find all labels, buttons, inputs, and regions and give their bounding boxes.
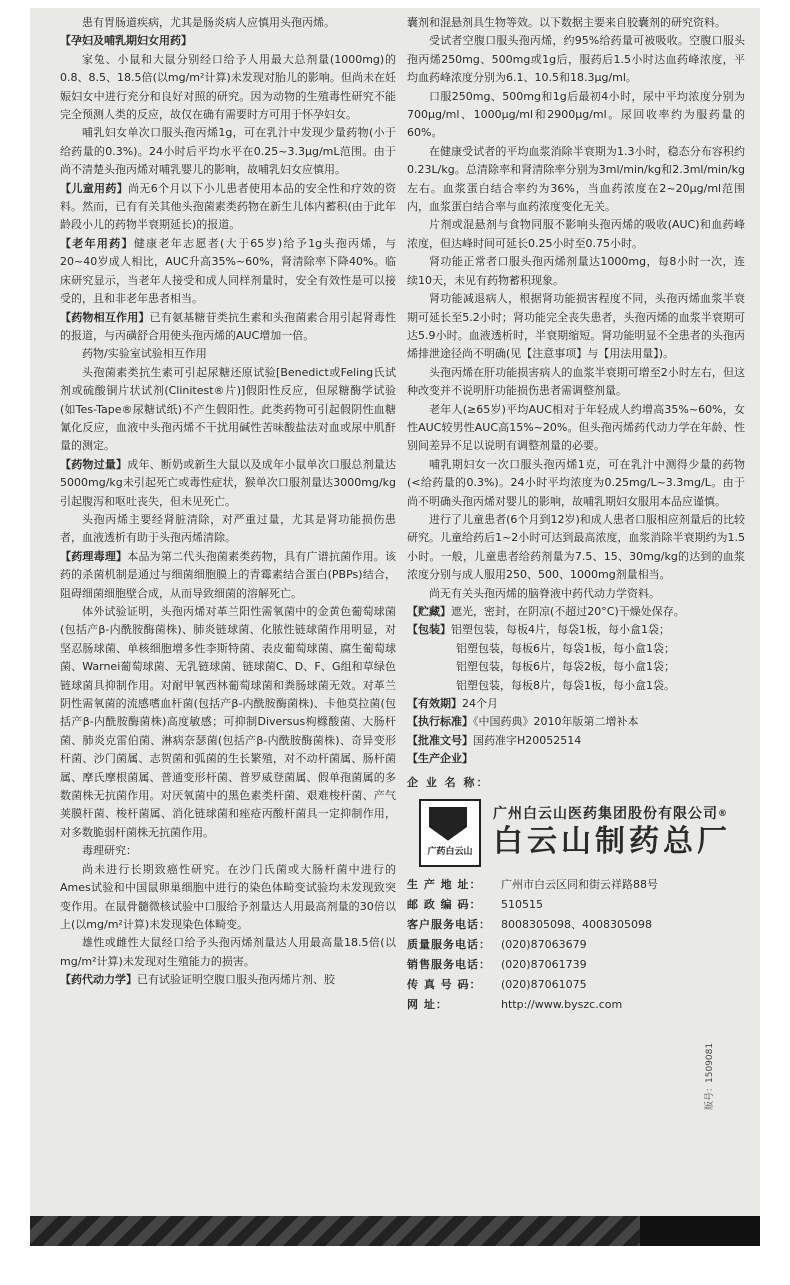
paragraph-text: 头孢菌素类抗生素可引起尿糖还原试验[Benedict或Feling氏试剂或硫酸铜片状试剂(Clinitest®片)]假阳性反应，但尿糖酶学试验(如Tes-Tape®尿糖试纸)不产生假阳性。此类药物可引起假阴性血糖氰化反应，血液中头孢丙烯不干扰用碱性苦味酸盐法对血或尿中肌酐量的测定。 xyxy=(60,365,396,453)
section-tag: 【贮藏】 xyxy=(407,605,451,618)
left-paragraph xyxy=(60,124,396,179)
left-paragraph xyxy=(60,51,396,125)
right-paragraph xyxy=(407,585,745,603)
right-paragraph xyxy=(407,640,745,658)
info-row xyxy=(407,995,745,1015)
left-paragraph xyxy=(60,364,396,456)
paragraph-text: 健康老年志愿者(大于65岁)给予1g头孢丙烯，与20~40岁成人相比，AUC升高35%~60%，肾清除率下降40%。临床研究显示，当老年人接受和成人同样剂量时，安全有效性是可以接受的，且和非老年患者相当。 xyxy=(60,236,396,306)
right-paragraph xyxy=(407,401,745,456)
right-column xyxy=(407,14,745,1015)
right-paragraph xyxy=(407,14,745,32)
right-paragraph xyxy=(407,364,745,401)
paragraph-text: 囊剂和混悬剂具生物等效。以下数据主要来自胶囊剂的研究资料。 xyxy=(407,16,726,29)
paragraph-text: 本品为第二代头孢菌素类药物，具有广谱抗菌作用。该药的杀菌机制是通过与细菌细胞膜上的青霉素结合蛋白(PBPs)结合，阻碍细菌细胞壁合成，从而导致细菌的溶解死亡。 xyxy=(60,549,397,600)
right-paragraph xyxy=(407,32,745,87)
company-name-big: 白云山制药总厂 xyxy=(493,823,731,859)
left-paragraph xyxy=(60,548,396,603)
paragraph-text: 铝塑包装，每板4片，每袋1板，每小盒1袋； xyxy=(451,623,670,637)
paragraph-text: 头孢丙烯主要经肾脏清除，对严重过量，尤其是肾功能损伤患者，血液透析有助于头孢丙烯清除。 xyxy=(60,512,396,545)
info-label: 销售服务电话： xyxy=(407,957,491,971)
logo-icon: 广药白云山 xyxy=(419,799,481,867)
paragraph-text: 进行了儿童患者(6个月到12岁)和成人患者口服相应剂量后的比较研究。儿童给药后1~2小时可达到最高浓度，血浆消除半衰期约为1.5小时。一般，儿童患者给药剂量为7.5、15、30mg/kg的达到的血浆浓度分别与成人服用250、500、1000mg剂量相当。 xyxy=(407,512,745,582)
section-tag: 【儿童用药】 xyxy=(60,181,129,195)
info-row xyxy=(407,955,745,975)
right-paragraph xyxy=(407,732,745,750)
paragraph-text: 【孕妇及哺乳期妇女用药】 xyxy=(60,34,192,48)
left-paragraph xyxy=(60,934,396,971)
right-paragraph xyxy=(407,253,745,290)
info-value: 广州市白云区同和街云祥路88号 xyxy=(501,877,658,891)
paragraph-text: 在健康受试者的平均血浆消除半衰期为1.3小时，稳态分布容积约0.23L/kg。总清除率和肾清除率分别为3ml/min/kg和2.3ml/min/kg左右。血浆蛋白结合率约为36%，当血药浓度在2~20μg/ml范围内，血浆蛋白结合率与血药浓度变化无关。 xyxy=(407,144,745,214)
right-paragraph xyxy=(407,621,745,639)
company-info xyxy=(407,875,745,1015)
left-paragraph xyxy=(60,971,396,989)
right-paragraph xyxy=(407,750,745,768)
section-tag: 【执行标准】 xyxy=(407,715,473,729)
paragraph-text: 雄性或雌性大鼠经口给予头孢丙烯剂量达人用最高量18.5倍(以mg/m²计算)未发现对生殖能力的损害。 xyxy=(60,936,396,968)
section-tag: 【批准文号】 xyxy=(407,733,473,747)
paragraph-text: 尚未进行长期致癌性研究。在沙门氏菌或大肠杆菌中进行的Ames试验和中国鼠卵巢细胞中进行的染色体畸变试验均未发现致突变作用。在鼠骨髓微核试验中口服给予剂量达人用最高剂量的30倍以上(以mg/m²计算)未发现染色体畸变。 xyxy=(60,862,396,931)
info-row xyxy=(407,915,745,935)
info-label: 生 产 地 址： xyxy=(407,877,482,891)
info-label: 传 真 号 码： xyxy=(407,977,482,991)
section-tag: 【药物过量】 xyxy=(60,457,128,471)
right-paragraph xyxy=(407,456,745,511)
left-paragraph xyxy=(60,180,396,235)
left-column xyxy=(60,14,396,990)
right-paragraph xyxy=(407,143,745,217)
section-tag: 【药代动力学】 xyxy=(60,973,137,987)
left-paragraph xyxy=(60,345,396,363)
paragraph-text: 24个月 xyxy=(462,697,498,711)
section-tag: 【药物相互作用】 xyxy=(60,310,150,324)
left-paragraph xyxy=(60,32,396,50)
paragraph-text: 老年人(≥65岁)平均AUC相对于年轻成人约增高35%~60%，女性AUC较男性AUC高15%~20%。但头孢丙烯药代动力学在年龄、性别间差异不足以说明有调整剂量的必要。 xyxy=(407,402,745,453)
paragraph-text: 国药准字H20052514 xyxy=(473,733,582,747)
paragraph-text: 患有胃肠道疾病，尤其是肠炎病人应慎用头孢丙烯。 xyxy=(82,16,335,29)
info-label: 质量服务电话： xyxy=(407,937,491,951)
section-tag: 【有效期】 xyxy=(407,697,462,711)
paragraph-text: 哺乳妇女单次口服头孢丙烯1g，可在乳汁中发现少量药物(小于给药量的0.3%)。24小时后平均水平在0.25~3.3μg/mL范围。由于尚不清楚头孢丙烯对哺乳婴儿的影响，故哺乳妇女应慎用。 xyxy=(60,126,396,177)
company-name-small: 广州白云山医药集团股份有限公司® xyxy=(493,806,728,823)
left-paragraph xyxy=(60,309,396,346)
right-paragraph xyxy=(407,216,745,253)
right-paragraph xyxy=(407,677,745,695)
paragraph-text: 肾功能减退病人，根据肾功能损害程度不同，头孢丙烯血浆半衰期可延长至5.2小时；肾功能完全丧失患者，头孢丙烯的血浆半衰期可达5.9小时。血液透析时，半衰期缩短。肾功能明显不全患者的头孢丙烯排泄途径尚不明确(见【注意事项】与【用法用量】)。 xyxy=(407,292,745,361)
info-value: (020)87063679 xyxy=(501,937,587,951)
info-row xyxy=(407,935,745,955)
left-paragraph xyxy=(60,14,396,32)
section-tag: 【生产企业】 xyxy=(407,752,473,766)
right-paragraph xyxy=(407,695,745,713)
company-label: 企 业 名 称： xyxy=(407,775,490,789)
info-value: 8008305098、4008305098 xyxy=(501,917,652,931)
section-tag: 【药理毒理】 xyxy=(60,549,128,563)
info-value: 510515 xyxy=(501,897,543,911)
paragraph-text: 铝塑包装，每板8片，每袋1板，每小盒1袋。 xyxy=(456,678,675,692)
right-paragraph xyxy=(407,88,745,143)
paragraph-text: 毒理研究： xyxy=(82,844,137,858)
right-paragraph xyxy=(407,511,745,585)
paragraph-text: 铝塑包装，每板6片，每袋2板，每小盒1袋； xyxy=(456,660,675,674)
left-paragraph xyxy=(60,511,396,548)
info-row xyxy=(407,895,745,915)
paragraph-text: 头孢丙烯在肝功能损害病人的血浆半衰期可增至2小时左右，但这种改变并不说明肝功能损伤患者需调整剂量。 xyxy=(407,365,745,398)
info-label: 邮 政 编 码： xyxy=(407,897,482,911)
paragraph-text: 成年、断奶或新生大鼠以及成年小鼠单次口服总剂量达5000mg/kg未引起死亡或毒性症状，猴单次口服剂量达3000mg/kg引起腹泻和呕吐丧失，但未见死亡。 xyxy=(60,457,397,508)
info-label: 客户服务电话： xyxy=(407,917,491,931)
paragraph-text: 肾功能正常者口服头孢丙烯剂量达1000mg，每8小时一次，连续10天，未见有药物蓄积现象。 xyxy=(407,255,745,287)
info-row xyxy=(407,875,745,895)
info-value: (020)87061739 xyxy=(501,957,587,971)
left-paragraph xyxy=(60,603,396,842)
version-code: 版号：1509081 xyxy=(705,1042,715,1110)
paragraph-text: 尚无有关头孢丙烯的脑脊液中药代动力学资料。 xyxy=(429,586,660,600)
info-label: 网 址： xyxy=(407,997,448,1011)
left-paragraph xyxy=(60,456,396,511)
paragraph-text: 受试者空腹口服头孢丙烯，约95%给药量可被吸收。空腹口服头孢丙烯250mg、500mg或1g后，服药后1.5小时达血药峰浓度，平均血药峰浓度分别为6.1、10.5和18.3μg/ml。 xyxy=(407,34,745,85)
paragraph-text: 体外试验证明，头孢丙烯对革兰阳性需氧菌中的金黄色葡萄球菌(包括产β-内酰胺酶菌株)、肺炎链球菌、化脓性链球菌作用明显，对坚忍肠球菌、单核细胞增多性李斯特菌、表皮葡萄球菌、腐生葡萄球菌、Warnei葡萄球菌、无乳链球菌、链球菌C、D、F、G组和草绿色链球菌具抑制作用。对耐甲氧西林葡萄球菌和粪肠球菌无效。对革兰阴性需氧菌的流感嗜血杆菌(包括产β-内酰胺酶菌株)、卡他莫拉菌(包括产β-内酰胺酶菌株)高度敏感；可抑制Diversus枸橼酸菌、大肠杆菌、肺炎克雷伯菌、淋病奈瑟菌(包括产β-内酰胺酶菌株)、奇异变形杆菌、沙门菌属、志贺菌和弧菌的生长繁殖，对不动杆菌属、肠杆菌属、摩氏摩根菌属、普通变形杆菌、普罗威登菌属、假单孢菌属的多数菌株无抗菌作用。对厌氧菌中的黑色素类杆菌、艰难梭杆菌、产气荚膜杆菌、梭杆菌属、消化链球菌和痤疮丙酸杆菌具一定抑制作用，对多数脆弱杆菌株无抗菌作用。 xyxy=(60,605,396,839)
paragraph-text: 《中国药典》2010年版第二增补本 xyxy=(473,715,639,729)
paragraph-text: 片剂或混悬剂与食物同服不影响头孢丙烯的吸收(AUC)和血药峰浓度，但达峰时间可延长0.25小时至0.75小时。 xyxy=(407,218,745,250)
paragraph-text: 铝塑包装，每板6片，每袋1板，每小盒1袋； xyxy=(456,641,675,655)
paragraph-text: 尚无6个月以下小儿患者使用本品的安全性和疗效的资料。然而，已有有关其他头孢菌素类药物在新生儿体内蓄积(由于此年龄段小儿的药物半衰期延长)的报道。 xyxy=(60,181,397,232)
left-paragraph xyxy=(60,235,396,309)
section-tag: 【老年用药】 xyxy=(60,236,134,250)
section-tag: 【包装】 xyxy=(407,623,451,637)
info-row xyxy=(407,975,745,995)
info-value: http://www.byszc.com xyxy=(501,997,623,1011)
left-paragraph xyxy=(60,861,396,935)
paragraph-text: 口服250mg、500mg和1g后最初4小时，尿中平均浓度分别为700μg/ml、1000μg/ml和2900μg/ml。尿回收率约为服药量的60%。 xyxy=(407,89,745,140)
right-paragraph xyxy=(407,713,745,731)
paragraph-text: 已有氨基糖苷类抗生素和头孢菌素合用引起肾毒性的报道，与丙磺舒合用使头孢丙烯的AUC增加一倍。 xyxy=(60,310,396,342)
paragraph-text: 药物/实验室试验相互作用 xyxy=(82,347,207,361)
bottom-stripe xyxy=(30,1216,760,1246)
info-value: (020)87061075 xyxy=(501,977,587,991)
paragraph-text: 哺乳期妇女一次口服头孢丙烯1克，可在乳汁中测得少量的药物(<给药量的0.3%)。24小时平均浓度为0.25mg/L~3.3mg/L。由于尚不明确头孢丙烯对婴儿的影响，故哺乳期妇女服用本品应谨慎。 xyxy=(407,457,745,508)
paragraph-text: 家兔、小鼠和大鼠分别经口给予人用最大总剂量(1000mg)的0.8、8.5、18.5倍(以mg/m²计算)未发现对胎儿的影响。但尚未在妊娠妇女中进行充分和良好对照的研究。因为动物的生殖毒性研究不能完全预测人类的反应，故仅在确有需要时方可用于怀孕妇女。 xyxy=(60,52,396,122)
right-paragraph xyxy=(407,603,745,621)
company-logo xyxy=(419,799,745,867)
right-paragraph xyxy=(407,290,745,364)
paragraph-text: 已有试验证明空腹口服头孢丙烯片剂、胶 xyxy=(137,973,335,987)
right-paragraph xyxy=(407,658,745,676)
paragraph-text: 遮光，密封，在阴凉(不超过20°C)干燥处保存。 xyxy=(451,605,685,618)
left-paragraph xyxy=(60,842,396,860)
